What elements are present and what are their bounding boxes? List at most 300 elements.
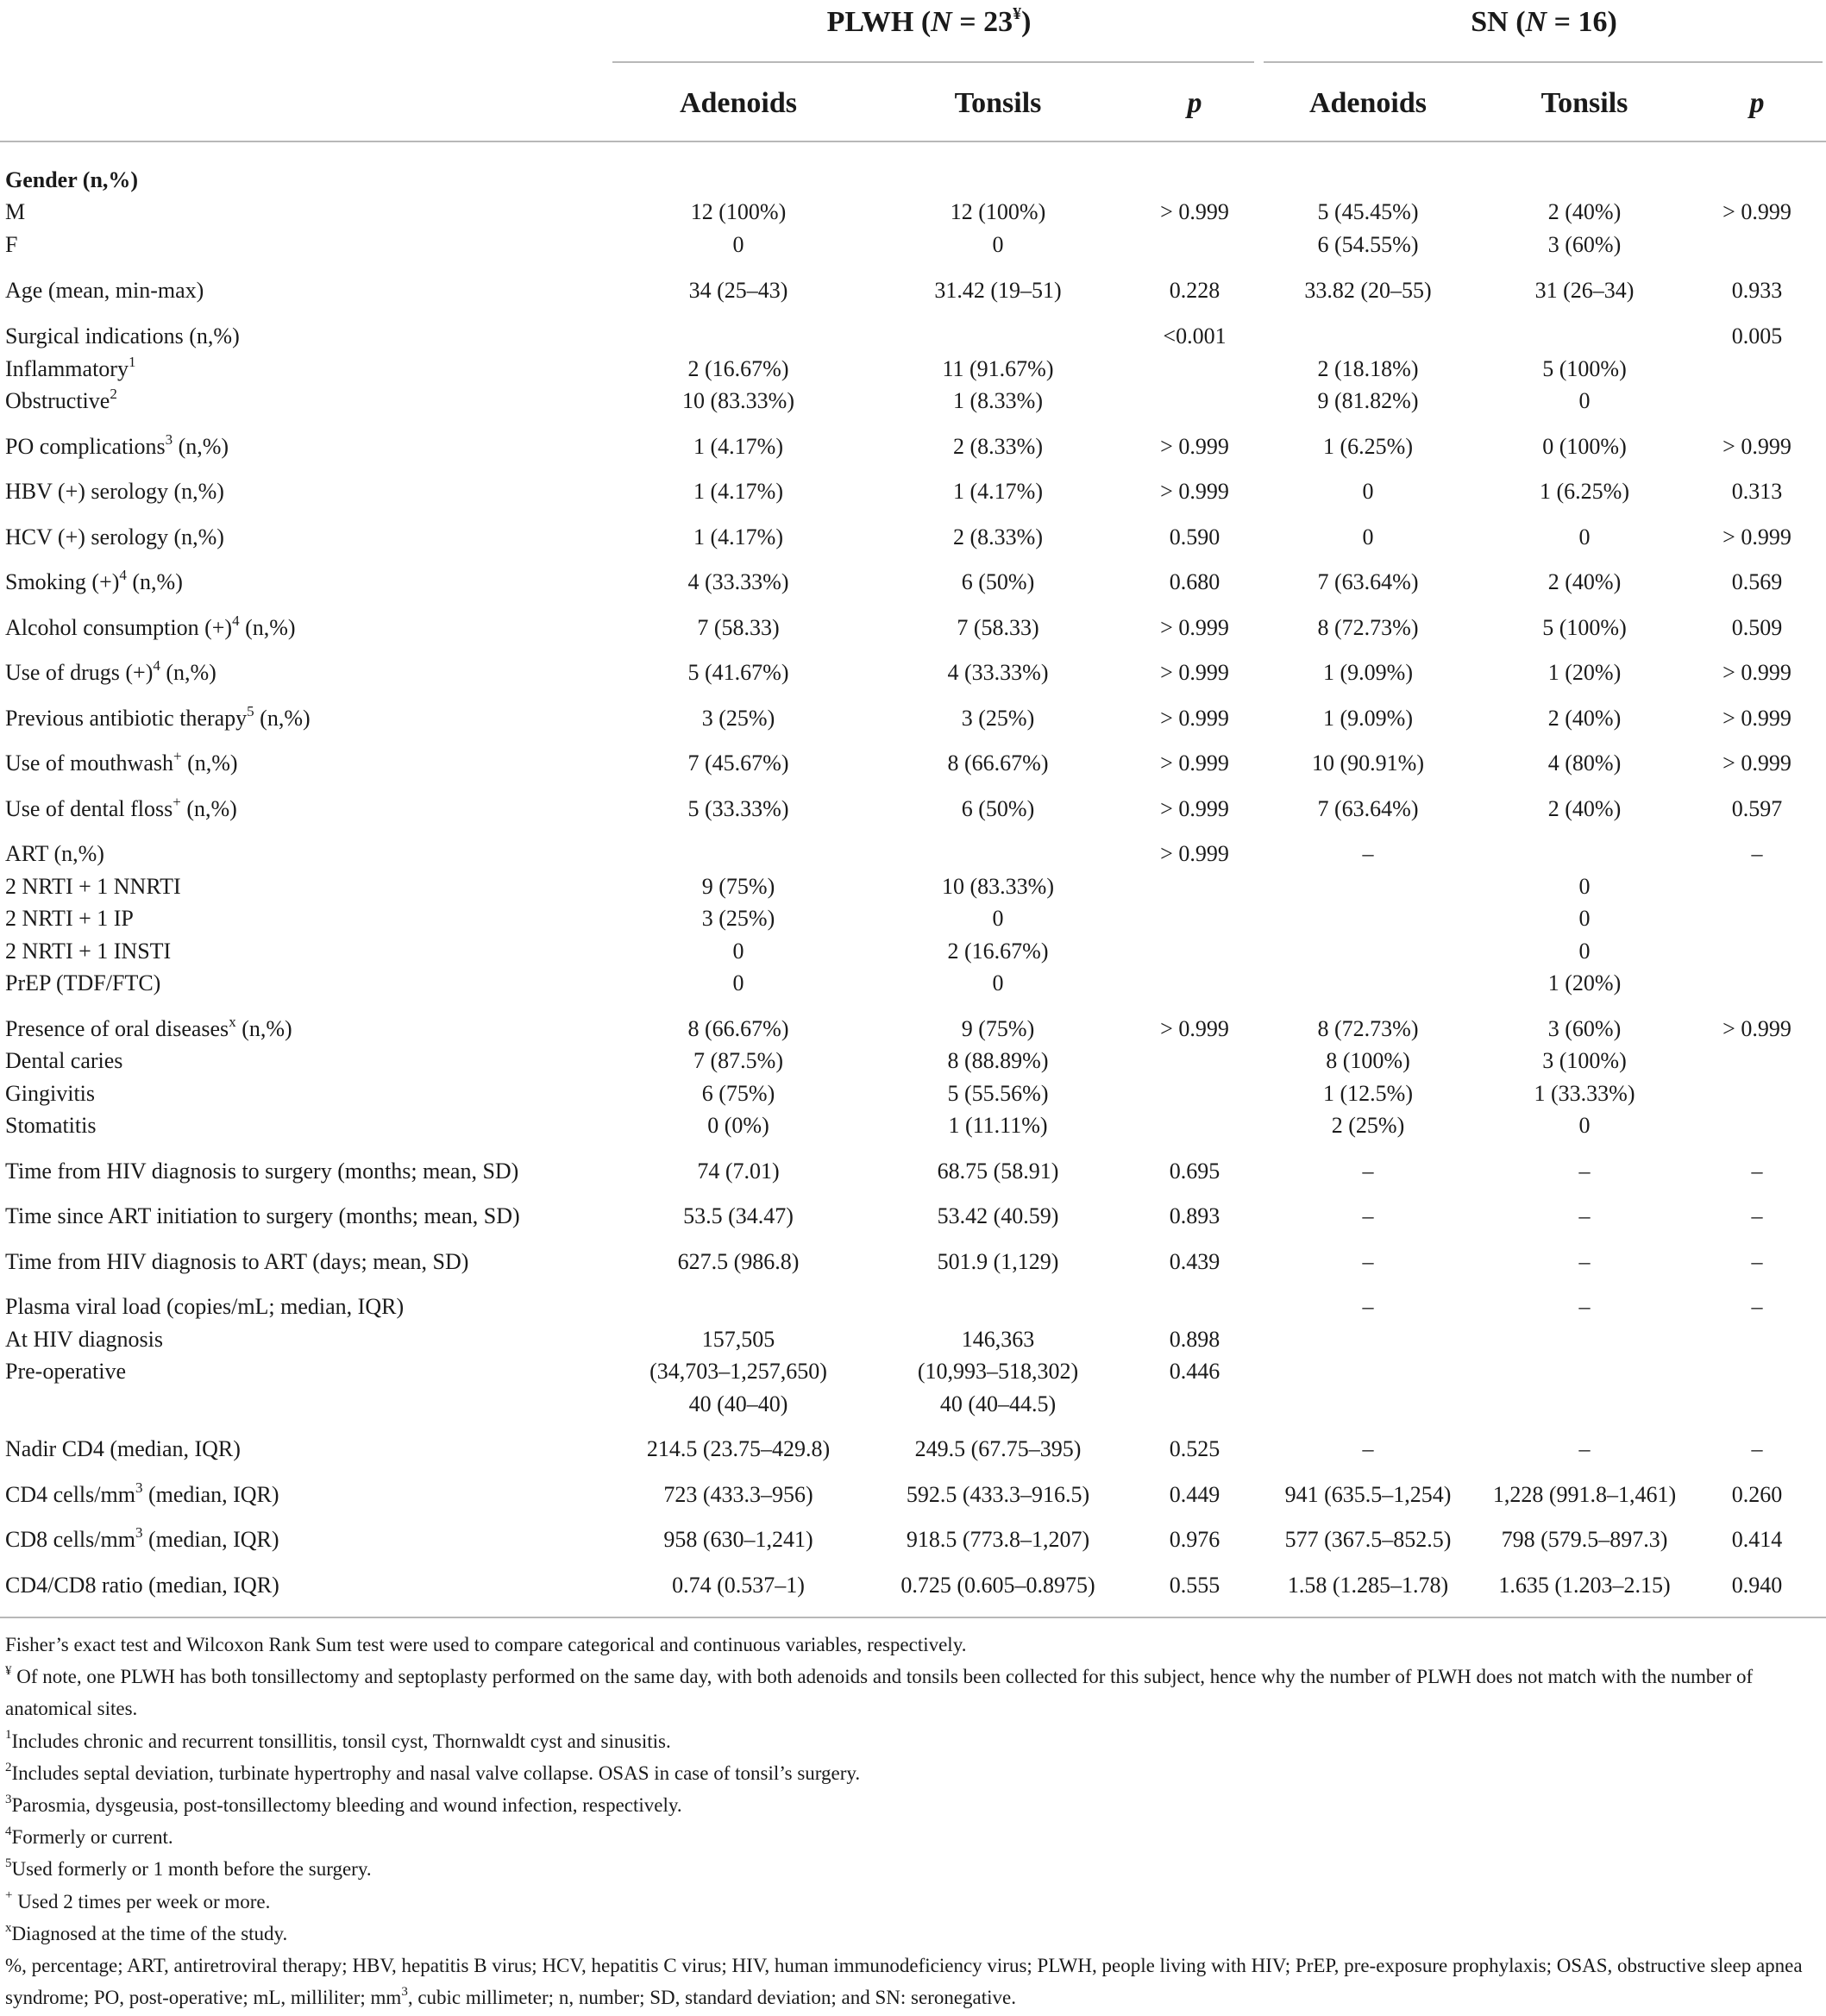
cell-sn-tonsils: 31 (26–34) bbox=[1534, 278, 1635, 303]
cell-plwh-tonsils: 0 bbox=[992, 906, 1004, 931]
cell-sn-tonsils: 3 (100%) bbox=[1542, 1048, 1627, 1073]
cell-plwh-tonsils: 1 (8.33%) bbox=[953, 388, 1043, 413]
row-label-text: 2 NRTI + 1 INSTI bbox=[5, 939, 172, 964]
row-label-text: Alcohol consumption (+) bbox=[5, 615, 233, 640]
row-label-superscript: + bbox=[173, 747, 182, 764]
row-label-text: Stomatitis bbox=[5, 1113, 97, 1138]
cell-sn-p: – bbox=[1751, 841, 1763, 866]
row-label bbox=[5, 353, 135, 386]
footnote-text: Formerly or current. bbox=[11, 1826, 173, 1849]
row-label bbox=[5, 935, 171, 968]
row-label-text: Previous antibiotic therapy bbox=[5, 706, 248, 731]
row-label-superscript: 4 bbox=[119, 566, 127, 583]
cell-plwh-tonsils: 592.5 (433.3–916.5) bbox=[906, 1482, 1090, 1507]
row-label bbox=[5, 1291, 404, 1323]
footnote bbox=[5, 1757, 1821, 1789]
cell-plwh-adenoids: 5 (41.67%) bbox=[687, 660, 789, 685]
footnote-text: %, percentage; ART, antiretroviral therapy; HBV, hepatitis B virus; HCV, hepatitis C virus; HIV, human immunodeficiency virus; PLWH, people living with HIV; PrEP, pre-exposure prophylaxis; OSAS, obstructive sleep apnea syndrome; PO, post-operative; mL, milliliter; mm bbox=[5, 1955, 1803, 2009]
cell-sn-adenoids: – bbox=[1362, 1436, 1374, 1461]
cell-plwh-p: > 0.999 bbox=[1160, 479, 1229, 504]
cell-sn-tonsils: – bbox=[1578, 1436, 1591, 1461]
cell-plwh-p: 0.439 bbox=[1169, 1249, 1220, 1274]
cell-sn-adenoids: 577 (367.5–852.5) bbox=[1284, 1527, 1452, 1552]
cell-sn-tonsils: 0 (100%) bbox=[1542, 434, 1627, 459]
cell-sn-adenoids: 1 (9.09%) bbox=[1323, 660, 1413, 685]
cell-sn-p: > 0.999 bbox=[1722, 434, 1791, 459]
cell-plwh-adenoids: 7 (87.5%) bbox=[693, 1048, 783, 1073]
row-label bbox=[5, 1355, 126, 1388]
cell-sn-p: > 0.999 bbox=[1722, 524, 1791, 550]
cell-sn-p: > 0.999 bbox=[1722, 706, 1791, 731]
row-label bbox=[5, 902, 134, 935]
cell-plwh-tonsils: 0.725 (0.605–0.8975) bbox=[900, 1573, 1095, 1598]
cell-plwh-adenoids: 40 (40–40) bbox=[688, 1391, 788, 1416]
cell-plwh-tonsils: 0 bbox=[992, 970, 1004, 995]
cell-plwh-tonsils: 5 (55.56%) bbox=[947, 1081, 1049, 1106]
footnote bbox=[5, 1629, 1821, 1661]
cell-plwh-p: <0.001 bbox=[1163, 323, 1227, 349]
footnote-text: Parosmia, dysgeusia, post-tonsillectomy bleeding and wound infection, respectively. bbox=[11, 1794, 682, 1817]
row-label bbox=[5, 1200, 520, 1233]
row-label-suffix: (n,%) bbox=[180, 796, 237, 821]
cell-plwh-tonsils: 9 (75%) bbox=[961, 1016, 1035, 1041]
row-label bbox=[5, 229, 17, 261]
cell-plwh-adenoids: 723 (433.3–956) bbox=[663, 1482, 813, 1507]
cell-sn-tonsils: 2 (40%) bbox=[1547, 706, 1622, 731]
cell-plwh-p: 0.893 bbox=[1169, 1203, 1220, 1228]
cell-plwh-adenoids: 958 (630–1,241) bbox=[663, 1527, 813, 1552]
row-label bbox=[5, 566, 183, 599]
cell-sn-tonsils: 1 (6.25%) bbox=[1540, 479, 1629, 504]
row-label bbox=[5, 870, 181, 903]
row-label-text: HBV (+) serology (n,%) bbox=[5, 479, 224, 504]
col-header-plwh-p: p bbox=[1187, 87, 1202, 119]
cell-plwh-adenoids: 0 bbox=[732, 970, 744, 995]
footnote-text: Of note, one PLWH has both tonsillectomy and septoplasty performed on the same day, with both adenoids and tonsils been collected for this subject, hence why the number of PLWH does not match with the number of anatomical sites. bbox=[5, 1666, 1754, 1720]
footnote-mark: 5 bbox=[5, 1856, 12, 1871]
row-label-superscript: 3 bbox=[135, 1479, 143, 1496]
cell-sn-p: – bbox=[1751, 1249, 1763, 1274]
cell-plwh-adenoids: 0 bbox=[732, 939, 744, 964]
row-label-text: Use of drugs (+) bbox=[5, 660, 154, 685]
cell-sn-tonsils: 4 (80%) bbox=[1547, 751, 1622, 776]
cell-sn-adenoids: 941 (635.5–1,254) bbox=[1284, 1482, 1452, 1507]
cell-plwh-adenoids: 3 (25%) bbox=[701, 906, 775, 931]
cell-sn-p: 0.260 bbox=[1731, 1482, 1783, 1507]
row-label-text: CD4/CD8 ratio (median, IQR) bbox=[5, 1573, 279, 1598]
cell-plwh-p: > 0.999 bbox=[1160, 434, 1229, 459]
table-footnotes bbox=[5, 1629, 1821, 2013]
row-label-suffix: (n,%) bbox=[126, 569, 183, 594]
row-label bbox=[5, 967, 160, 1000]
footnote-text: Diagnosed at the time of the study. bbox=[11, 1922, 288, 1944]
row-label-text: Use of dental floss bbox=[5, 796, 173, 821]
cell-plwh-tonsils: 2 (8.33%) bbox=[953, 434, 1043, 459]
cell-plwh-p: 0.446 bbox=[1169, 1359, 1220, 1384]
cell-sn-adenoids: 1 (9.09%) bbox=[1323, 706, 1413, 731]
cell-plwh-adenoids: 1 (4.17%) bbox=[693, 479, 783, 504]
cell-plwh-adenoids: 34 (25–43) bbox=[688, 278, 788, 303]
footnote-mark: + bbox=[5, 1888, 13, 1903]
cell-sn-adenoids: – bbox=[1362, 1159, 1374, 1184]
cell-sn-tonsils: 1,228 (991.8–1,461) bbox=[1492, 1482, 1677, 1507]
row-label-text: Presence of oral diseases bbox=[5, 1016, 229, 1041]
cell-sn-p: > 0.999 bbox=[1722, 1016, 1791, 1041]
cell-sn-tonsils: 0 bbox=[1578, 524, 1591, 550]
row-label bbox=[5, 1523, 279, 1556]
cell-sn-p: – bbox=[1751, 1294, 1763, 1319]
cell-plwh-tonsils: 40 (40–44.5) bbox=[939, 1391, 1057, 1416]
footnote bbox=[5, 1886, 1821, 1918]
row-label-superscript: + bbox=[173, 793, 181, 810]
cell-sn-tonsils: 1 (20%) bbox=[1547, 660, 1622, 685]
row-label-suffix: (n,%) bbox=[160, 660, 216, 685]
row-label-text: ART (n,%) bbox=[5, 841, 104, 866]
cell-plwh-tonsils: 6 (50%) bbox=[961, 796, 1035, 821]
cell-sn-adenoids: – bbox=[1362, 1203, 1374, 1228]
cell-sn-adenoids: 1 (12.5%) bbox=[1323, 1081, 1413, 1106]
cell-sn-adenoids: 0 bbox=[1362, 479, 1374, 504]
footnote-text: Includes chronic and recurrent tonsillitis, tonsil cyst, Thornwaldt cyst and sinusitis. bbox=[11, 1730, 671, 1752]
cell-sn-tonsils: 1.635 (1.203–2.15) bbox=[1498, 1573, 1671, 1598]
row-label bbox=[5, 656, 216, 689]
cell-plwh-tonsils: 31.42 (19–51) bbox=[934, 278, 1062, 303]
row-label bbox=[5, 612, 296, 644]
cell-plwh-tonsils: 249.5 (67.75–395) bbox=[914, 1436, 1082, 1461]
cell-plwh-adenoids: 74 (7.01) bbox=[697, 1159, 780, 1184]
row-label-text: Time from HIV diagnosis to surgery (months; mean, SD) bbox=[5, 1159, 519, 1184]
row-label bbox=[5, 747, 238, 780]
cell-sn-adenoids: 8 (72.73%) bbox=[1317, 1016, 1419, 1041]
footnote bbox=[5, 1853, 1821, 1885]
row-label-text: Time from HIV diagnosis to ART (days; mean, SD) bbox=[5, 1249, 469, 1274]
row-label-text: Gender (n,%) bbox=[5, 167, 139, 192]
cell-plwh-tonsils: 146,363 bbox=[961, 1327, 1035, 1352]
group-rule-plwh bbox=[612, 61, 1254, 63]
cell-sn-tonsils: 2 (40%) bbox=[1547, 569, 1622, 594]
cell-sn-p: > 0.999 bbox=[1722, 199, 1791, 224]
footnote bbox=[5, 1918, 1821, 1950]
cell-sn-p: 0.005 bbox=[1731, 323, 1783, 349]
cell-sn-adenoids: 8 (100%) bbox=[1326, 1048, 1410, 1073]
cell-plwh-tonsils: 501.9 (1,129) bbox=[937, 1249, 1059, 1274]
row-label bbox=[5, 1045, 122, 1077]
cell-plwh-tonsils: 10 (83.33%) bbox=[942, 874, 1054, 899]
cell-plwh-adenoids: 4 (33.33%) bbox=[687, 569, 789, 594]
cell-plwh-p: > 0.999 bbox=[1160, 199, 1229, 224]
cell-sn-p: – bbox=[1751, 1159, 1763, 1184]
footnote-mark: x bbox=[5, 1920, 12, 1935]
group-title-plwh: PLWH (N = 23¥) bbox=[826, 3, 1032, 38]
row-label-text: Time since ART initiation to surgery (months; mean, SD) bbox=[5, 1203, 520, 1228]
cell-plwh-tonsils: 8 (66.67%) bbox=[947, 751, 1049, 776]
group-title-sn: SN (N = 16) bbox=[1471, 6, 1617, 38]
cell-plwh-adenoids: 0 bbox=[732, 232, 744, 257]
cell-sn-adenoids: 2 (18.18%) bbox=[1317, 356, 1419, 381]
footnote bbox=[5, 1789, 1821, 1821]
cell-plwh-adenoids: 2 (16.67%) bbox=[687, 356, 789, 381]
cell-sn-p: 0.313 bbox=[1731, 479, 1783, 504]
cell-plwh-p: 0.976 bbox=[1169, 1527, 1220, 1552]
col-header-sn-tonsils: Tonsils bbox=[1540, 87, 1628, 119]
footnote-mark: 1 bbox=[5, 1728, 12, 1743]
row-label-superscript: 5 bbox=[247, 702, 254, 719]
cell-plwh-tonsils: 918.5 (773.8–1,207) bbox=[906, 1527, 1090, 1552]
cell-sn-tonsils: 1 (20%) bbox=[1547, 970, 1622, 995]
footnote-text: Fisher’s exact test and Wilcoxon Rank Sum test were used to compare categorical and continuous variables, respectively. bbox=[5, 1634, 967, 1655]
cell-sn-p: 0.933 bbox=[1731, 278, 1783, 303]
row-label-text: At HIV diagnosis bbox=[5, 1327, 163, 1352]
cell-plwh-p: 0.680 bbox=[1169, 569, 1220, 594]
row-label-suffix: (median, IQR) bbox=[142, 1527, 279, 1552]
row-label bbox=[5, 702, 311, 735]
cell-plwh-p: > 0.999 bbox=[1160, 796, 1229, 821]
row-label bbox=[5, 164, 138, 197]
cell-plwh-p: > 0.999 bbox=[1160, 615, 1229, 640]
cell-plwh-tonsils: 8 (88.89%) bbox=[947, 1048, 1049, 1073]
cell-sn-tonsils: 0 bbox=[1578, 874, 1591, 899]
cell-plwh-adenoids: 10 (83.33%) bbox=[682, 388, 794, 413]
cell-sn-adenoids: 10 (90.91%) bbox=[1312, 751, 1424, 776]
cell-sn-p: > 0.999 bbox=[1722, 751, 1791, 776]
col-header-sn-adenoids: Adenoids bbox=[1308, 87, 1428, 119]
cell-plwh-p: 0.590 bbox=[1169, 524, 1220, 550]
cell-plwh-adenoids: 8 (66.67%) bbox=[687, 1016, 789, 1041]
cell-plwh-adenoids: 1 (4.17%) bbox=[693, 524, 783, 550]
cell-plwh-adenoids: 157,505 bbox=[701, 1327, 775, 1352]
cell-plwh-adenoids: 53.5 (34.47) bbox=[683, 1203, 794, 1228]
cell-sn-adenoids: 2 (25%) bbox=[1331, 1113, 1405, 1138]
cell-sn-p: – bbox=[1751, 1203, 1763, 1228]
cell-plwh-adenoids: 7 (58.33) bbox=[697, 615, 780, 640]
cell-sn-tonsils: – bbox=[1578, 1203, 1591, 1228]
cell-plwh-p: 0.555 bbox=[1169, 1573, 1220, 1598]
footnote-text: Includes septal deviation, turbinate hypertrophy and nasal valve collapse. OSAS in case of tonsil’s surgery. bbox=[11, 1762, 861, 1784]
cell-plwh-p: > 0.999 bbox=[1160, 751, 1229, 776]
row-label-superscript: 3 bbox=[165, 430, 173, 448]
table-bottom-rule bbox=[0, 1617, 1826, 1618]
row-label bbox=[5, 320, 240, 353]
cell-sn-p: 0.414 bbox=[1731, 1527, 1783, 1552]
cell-plwh-tonsils: 1 (11.11%) bbox=[948, 1113, 1048, 1138]
row-label-text: Inflammatory bbox=[5, 356, 129, 381]
row-label-text: Surgical indications (n,%) bbox=[5, 323, 240, 349]
row-label-text: CD8 cells/mm bbox=[5, 1527, 135, 1552]
cell-sn-adenoids: 33.82 (20–55) bbox=[1304, 278, 1432, 303]
cell-sn-tonsils: 1 (33.33%) bbox=[1534, 1081, 1635, 1106]
row-label-text: CD4 cells/mm bbox=[5, 1482, 135, 1507]
cell-sn-adenoids: 6 (54.55%) bbox=[1317, 232, 1419, 257]
cell-sn-tonsils: 2 (40%) bbox=[1547, 199, 1622, 224]
row-label-superscript: x bbox=[229, 1013, 236, 1030]
row-label-suffix: (n,%) bbox=[239, 615, 296, 640]
row-label-text: HCV (+) serology (n,%) bbox=[5, 524, 224, 550]
row-label-text: Smoking (+) bbox=[5, 569, 120, 594]
cell-plwh-p: 0.695 bbox=[1169, 1159, 1220, 1184]
row-label-text: Age (mean, min-max) bbox=[5, 278, 204, 303]
footnote-text: Used formerly or 1 month before the surgery. bbox=[11, 1858, 372, 1881]
cell-sn-p: 0.509 bbox=[1731, 615, 1783, 640]
row-label-text: 2 NRTI + 1 IP bbox=[5, 906, 134, 931]
cell-sn-p: – bbox=[1751, 1436, 1763, 1461]
row-label-text: Nadir CD4 (median, IQR) bbox=[5, 1436, 241, 1461]
cell-plwh-adenoids: 214.5 (23.75–429.8) bbox=[646, 1436, 831, 1461]
row-label bbox=[5, 521, 224, 554]
row-label bbox=[5, 1323, 163, 1356]
row-label-text: Pre-operative bbox=[5, 1359, 127, 1384]
row-label-superscript: 4 bbox=[232, 612, 240, 629]
footnote-text: Used 2 times per week or more. bbox=[12, 1890, 271, 1912]
row-label bbox=[5, 1077, 95, 1110]
footnote-mark: 2 bbox=[5, 1760, 12, 1774]
cell-plwh-p: > 0.999 bbox=[1160, 706, 1229, 731]
row-label-superscript: 1 bbox=[128, 353, 136, 370]
cell-sn-p: 0.569 bbox=[1731, 569, 1783, 594]
cell-plwh-tonsils: 3 (25%) bbox=[961, 706, 1035, 731]
footnote bbox=[5, 1950, 1821, 2013]
row-label bbox=[5, 430, 229, 463]
row-label-superscript: 4 bbox=[153, 656, 160, 674]
cell-plwh-adenoids: 627.5 (986.8) bbox=[677, 1249, 800, 1274]
row-label bbox=[5, 196, 25, 229]
footnote bbox=[5, 1725, 1821, 1757]
cell-plwh-tonsils: 2 (16.67%) bbox=[947, 939, 1049, 964]
row-label bbox=[5, 385, 117, 418]
cell-sn-adenoids: – bbox=[1362, 1294, 1374, 1319]
cell-plwh-tonsils: 7 (58.33) bbox=[957, 615, 1039, 640]
footnote-mark: 4 bbox=[5, 1824, 12, 1839]
row-label-text: Dental caries bbox=[5, 1048, 123, 1073]
col-header-sn-p: p bbox=[1749, 87, 1765, 119]
row-label bbox=[5, 1109, 96, 1142]
row-label bbox=[5, 274, 204, 307]
cell-sn-tonsils: 5 (100%) bbox=[1542, 356, 1627, 381]
header-rule bbox=[0, 141, 1826, 142]
col-header-plwh-adenoids: Adenoids bbox=[679, 87, 798, 119]
cell-plwh-adenoids: 7 (45.67%) bbox=[687, 751, 789, 776]
cell-plwh-tonsils: 12 (100%) bbox=[950, 199, 1046, 224]
row-label-suffix: (n,%) bbox=[181, 751, 238, 776]
cell-plwh-adenoids: 1 (4.17%) bbox=[693, 434, 783, 459]
cell-plwh-p: > 0.999 bbox=[1160, 660, 1229, 685]
row-label-text: M bbox=[5, 199, 26, 224]
cell-sn-adenoids: 0 bbox=[1362, 524, 1374, 550]
cell-sn-tonsils: – bbox=[1578, 1294, 1591, 1319]
row-label-text: PO complications bbox=[5, 434, 166, 459]
cell-sn-tonsils: 0 bbox=[1578, 388, 1591, 413]
cell-plwh-adenoids: 5 (33.33%) bbox=[687, 796, 789, 821]
cell-sn-adenoids: 7 (63.64%) bbox=[1317, 796, 1419, 821]
footnote bbox=[5, 1661, 1821, 1724]
cell-plwh-tonsils: (10,993–518,302) bbox=[917, 1359, 1079, 1384]
cell-sn-tonsils: 3 (60%) bbox=[1547, 1016, 1622, 1041]
row-label-text: Plasma viral load (copies/mL; median, IQR) bbox=[5, 1294, 405, 1319]
row-label-superscript: 3 bbox=[135, 1523, 143, 1541]
cell-sn-adenoids: 7 (63.64%) bbox=[1317, 569, 1419, 594]
cell-plwh-adenoids: 9 (75%) bbox=[701, 874, 775, 899]
cell-sn-tonsils: 5 (100%) bbox=[1542, 615, 1627, 640]
row-label bbox=[5, 475, 224, 508]
footnote-mark: ¥ bbox=[5, 1664, 12, 1679]
row-label-suffix: (median, IQR) bbox=[142, 1482, 279, 1507]
col-header-plwh-tonsils: Tonsils bbox=[954, 87, 1042, 119]
cell-plwh-tonsils: 0 bbox=[992, 232, 1004, 257]
cell-sn-adenoids: – bbox=[1362, 1249, 1374, 1274]
cell-plwh-tonsils: 2 (8.33%) bbox=[953, 524, 1043, 550]
footnote-superscript: 3 bbox=[401, 1985, 408, 2000]
cell-sn-tonsils: 0 bbox=[1578, 906, 1591, 931]
cell-plwh-tonsils: 53.42 (40.59) bbox=[937, 1203, 1059, 1228]
row-label-suffix: (n,%) bbox=[235, 1016, 292, 1041]
row-label-text: Use of mouthwash bbox=[5, 751, 173, 776]
row-label-text: Gingivitis bbox=[5, 1081, 96, 1106]
cell-sn-adenoids: 9 (81.82%) bbox=[1317, 388, 1419, 413]
cell-plwh-tonsils: 11 (91.67%) bbox=[942, 356, 1054, 381]
row-label bbox=[5, 1433, 241, 1466]
cell-sn-adenoids: 5 (45.45%) bbox=[1317, 199, 1419, 224]
cell-sn-adenoids: 8 (72.73%) bbox=[1317, 615, 1419, 640]
cell-plwh-tonsils: 68.75 (58.91) bbox=[937, 1159, 1059, 1184]
row-label bbox=[5, 1013, 292, 1046]
cell-plwh-tonsils: 1 (4.17%) bbox=[953, 479, 1043, 504]
cell-plwh-tonsils: 4 (33.33%) bbox=[947, 660, 1049, 685]
group-rule-sn bbox=[1264, 61, 1823, 63]
cell-sn-tonsils: 798 (579.5–897.3) bbox=[1501, 1527, 1668, 1552]
row-label bbox=[5, 1155, 518, 1188]
row-label-text: Obstructive bbox=[5, 388, 110, 413]
row-label-suffix: (n,%) bbox=[173, 434, 229, 459]
cell-sn-tonsils: 0 bbox=[1578, 1113, 1591, 1138]
cell-sn-p: 0.940 bbox=[1731, 1573, 1783, 1598]
cell-plwh-p: 0.449 bbox=[1169, 1482, 1220, 1507]
cell-plwh-adenoids: (34,703–1,257,650) bbox=[649, 1359, 827, 1384]
footnote-mark: 3 bbox=[5, 1792, 12, 1806]
cell-plwh-adenoids: 0.74 (0.537–1) bbox=[672, 1573, 805, 1598]
cell-sn-p: 0.597 bbox=[1731, 796, 1783, 821]
cell-sn-p: > 0.999 bbox=[1722, 660, 1791, 685]
cell-sn-tonsils: 2 (40%) bbox=[1547, 796, 1622, 821]
cell-sn-tonsils: 3 (60%) bbox=[1547, 232, 1622, 257]
cell-sn-tonsils: – bbox=[1578, 1159, 1591, 1184]
row-label bbox=[5, 1569, 279, 1602]
row-label-text: 2 NRTI + 1 NNRTI bbox=[5, 874, 181, 899]
cell-sn-adenoids: 1 (6.25%) bbox=[1323, 434, 1413, 459]
row-label bbox=[5, 1246, 468, 1278]
cell-plwh-adenoids: 3 (25%) bbox=[701, 706, 775, 731]
row-label bbox=[5, 838, 104, 870]
row-label bbox=[5, 1479, 279, 1511]
row-label-text: PrEP (TDF/FTC) bbox=[5, 970, 161, 995]
row-label bbox=[5, 793, 237, 826]
cell-sn-adenoids: 1.58 (1.285–1.78) bbox=[1287, 1573, 1449, 1598]
cell-plwh-adenoids: 6 (75%) bbox=[701, 1081, 775, 1106]
cell-plwh-p: > 0.999 bbox=[1160, 841, 1229, 866]
cell-sn-tonsils: – bbox=[1578, 1249, 1591, 1274]
row-label-suffix: (n,%) bbox=[254, 706, 311, 731]
cell-sn-tonsils: 0 bbox=[1578, 939, 1591, 964]
cell-plwh-p: 0.898 bbox=[1169, 1327, 1220, 1352]
footnote bbox=[5, 1821, 1821, 1853]
cell-plwh-tonsils: 6 (50%) bbox=[961, 569, 1035, 594]
cell-plwh-p: 0.228 bbox=[1169, 278, 1220, 303]
cell-sn-adenoids: – bbox=[1362, 841, 1374, 866]
row-label-superscript: 2 bbox=[110, 385, 117, 402]
cell-plwh-p: 0.525 bbox=[1169, 1436, 1220, 1461]
cell-plwh-p: > 0.999 bbox=[1160, 1016, 1229, 1041]
cell-plwh-adenoids: 12 (100%) bbox=[690, 199, 787, 224]
footnote-text-cont: , cubic millimeter; n, number; SD, standard deviation; and SN: seronegative. bbox=[407, 1987, 1016, 2009]
row-label-text: F bbox=[5, 232, 18, 257]
